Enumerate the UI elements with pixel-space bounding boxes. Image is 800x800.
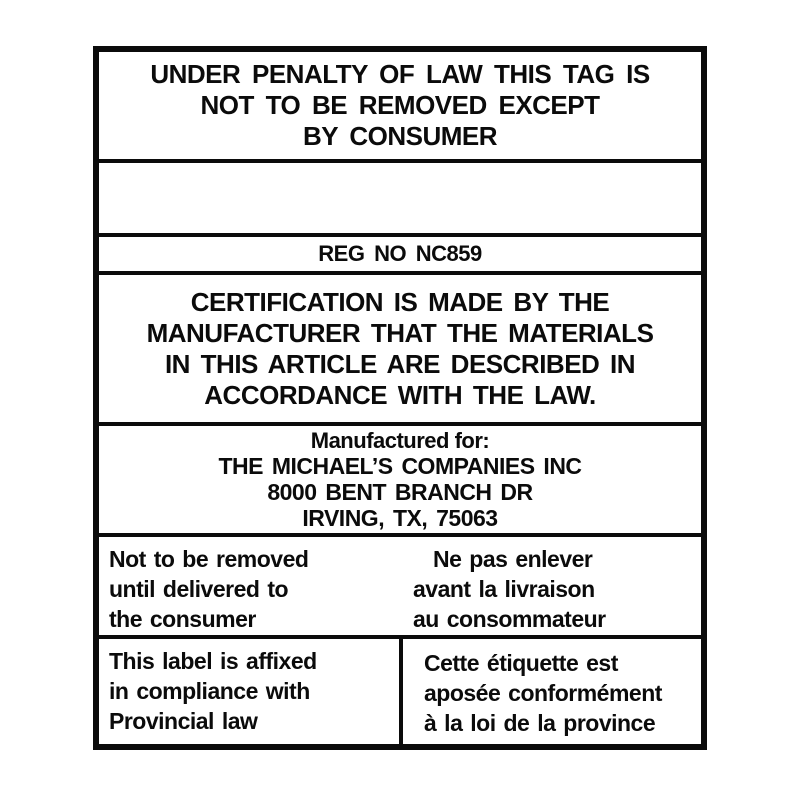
compliance-notice-fr-line: aposée conformément [424,680,662,706]
removal-notice-en-line: Not to be removed [109,546,309,572]
manufacturer-city: IRVING, TX, 75063 [302,505,498,531]
penalty-warning-line: UNDER PENALTY OF LAW THIS TAG IS [150,59,650,89]
removal-notice-english [99,537,403,635]
compliance-notice-fr-line: à la loi de la province [424,710,656,736]
penalty-warning-line: BY CONSUMER [302,121,498,151]
removal-notice-fr-line: Ne pas enlever [433,546,593,572]
penalty-warning-section [99,52,701,163]
compliance-notice-fr-line: Cette étiquette est [424,650,618,676]
compliance-notice-english [99,639,403,744]
manufacturer-name: THE MICHAEL’S COMPANIES INC [218,453,582,479]
removal-notice-fr-line: au consommateur [413,606,606,632]
manufacturer-street: 8000 BENT BRANCH DR [267,479,533,505]
removal-notice-french [403,537,701,635]
penalty-warning-line: NOT TO BE REMOVED EXCEPT [200,90,600,120]
certification-line: IN THIS ARTICLE ARE DESCRIBED IN [164,348,636,379]
law-label [93,46,707,750]
manufactured-for-heading: Manufactured for: [310,428,490,453]
removal-notice-en-line: until delivered to [109,576,289,602]
removal-notice-fr-line: avant la livraison [413,576,595,602]
compliance-notice-section [99,639,701,744]
removal-notice-section [99,537,701,639]
compliance-notice-french [403,639,701,744]
registration-number-section [99,237,701,275]
compliance-notice-en-line: This label is affixed [109,648,317,674]
certification-line: CERTIFICATION IS MADE BY THE [190,286,610,317]
compliance-notice-en-line: in compliance with [109,678,310,704]
removal-notice-en-line: the consumer [109,606,256,632]
manufacturer-section [99,426,701,537]
certification-line: MANUFACTURER THAT THE MATERIALS [146,317,654,348]
compliance-notice-en-line: Provincial law [109,708,258,734]
blank-section [99,163,701,237]
registration-number: REG NO NC859 [318,241,482,266]
certification-line: ACCORDANCE WITH THE LAW. [204,379,596,410]
certification-section [99,275,701,426]
